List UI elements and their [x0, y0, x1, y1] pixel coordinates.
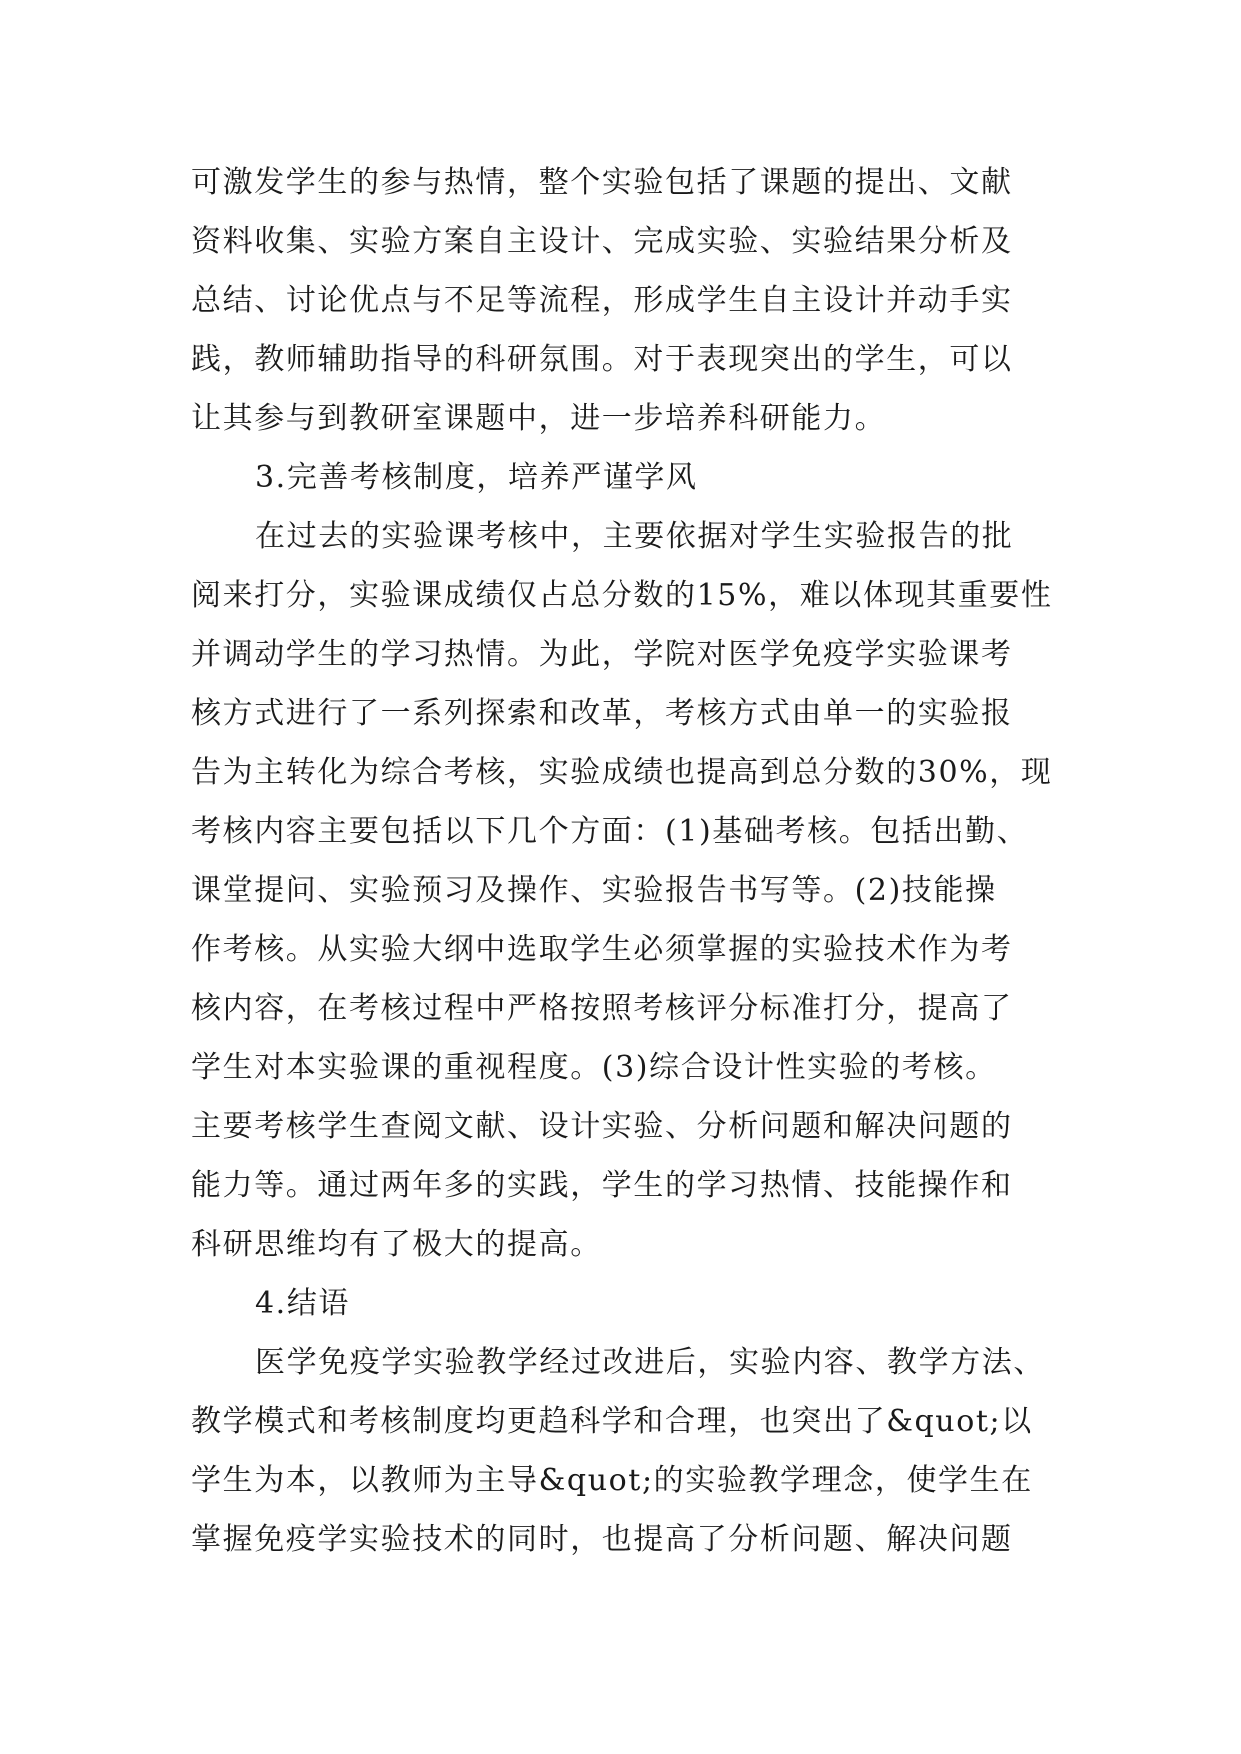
paragraph-line: 资料收集、实验方案自主设计、完成实验、实验结果分析及 [191, 224, 1013, 259]
paragraph-line: 并调动学生的学习热情。为此，学院对医学免疫学实验课考 [191, 637, 1013, 672]
paragraph-line: 核方式进行了一系列探索和改革，考核方式由单一的实验报 [191, 696, 1013, 731]
section-heading: 3.完善考核制度，培养严谨学风 [255, 460, 698, 495]
paragraph-line: 医学免疫学实验教学经过改进后，实验内容、教学方法、 [255, 1345, 1045, 1380]
paragraph-line: 核内容，在考核过程中严格按照考核评分标准打分，提高了 [191, 991, 1013, 1026]
paragraph-line: 让其参与到教研室课题中，进一步培养科研能力。 [191, 401, 887, 436]
paragraph-line: 可激发学生的参与热情，整个实验包括了课题的提出、文献 [191, 165, 1013, 200]
paragraph-line: 阅来打分，实验课成绩仅占总分数的15%，难以体现其重要性 [191, 578, 1053, 613]
paragraph-line: 课堂提问、实验预习及操作、实验报告书写等。(2)技能操 [191, 873, 997, 908]
paragraph-line: 告为主转化为综合考核，实验成绩也提高到总分数的30%，现 [191, 755, 1053, 790]
paragraph-line: 主要考核学生查阅文献、设计实验、分析问题和解决问题的 [191, 1109, 1013, 1144]
paragraph-line: 科研思维均有了极大的提高。 [191, 1227, 602, 1262]
paragraph-line: 践，教师辅助指导的科研氛围。对于表现突出的学生，可以 [191, 342, 1013, 377]
paragraph-line: 在过去的实验课考核中，主要依据对学生实验报告的批 [255, 519, 1014, 554]
paragraph-line: 学生对本实验课的重视程度。(3)综合设计性实验的考核。 [191, 1050, 997, 1085]
paragraph-line: 掌握免疫学实验技术的同时，也提高了分析问题、解决问题 [191, 1522, 1013, 1557]
paragraph-line: 教学模式和考核制度均更趋科学和合理，也突出了&quot;以 [191, 1404, 1033, 1439]
section-heading: 4.结语 [255, 1286, 351, 1321]
paragraph-line: 学生为本，以教师为主导&quot;的实验教学理念，使学生在 [191, 1463, 1033, 1498]
paragraph-line: 总结、讨论优点与不足等流程，形成学生自主设计并动手实 [191, 283, 1013, 318]
paragraph-line: 作考核。从实验大纲中选取学生必须掌握的实验技术作为考 [191, 932, 1013, 967]
paragraph-line: 考核内容主要包括以下几个方面：(1)基础考核。包括出勤、 [191, 814, 1029, 849]
paragraph-line: 能力等。通过两年多的实践，学生的学习热情、技能操作和 [191, 1168, 1013, 1203]
